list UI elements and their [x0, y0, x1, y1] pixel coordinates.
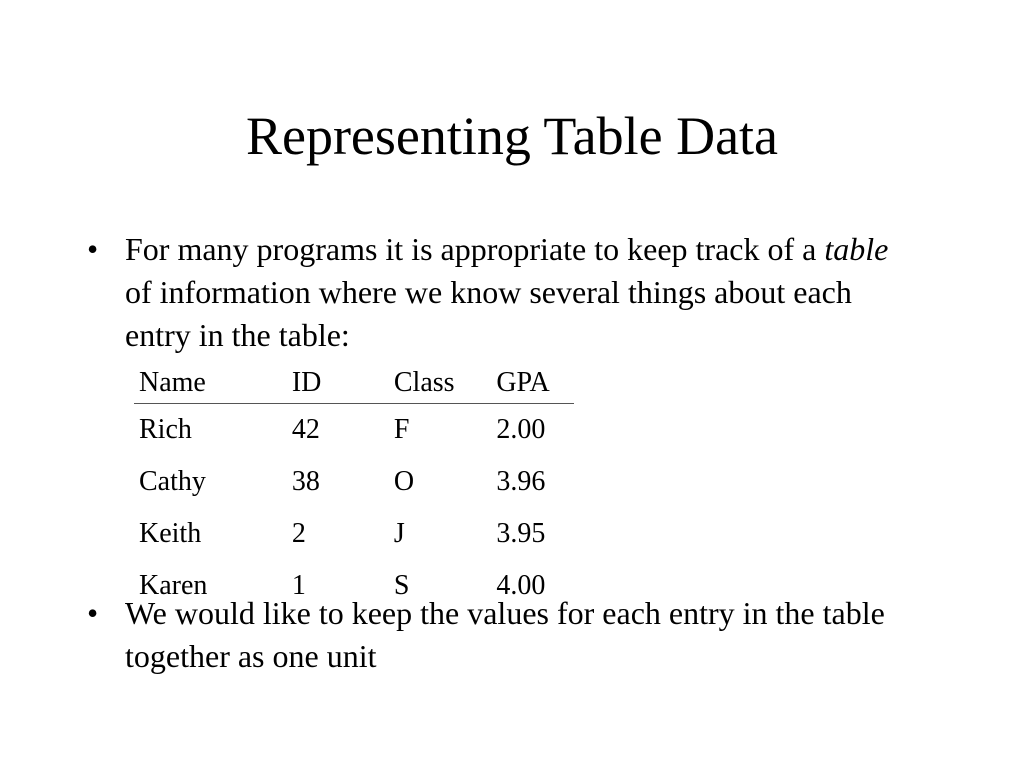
column-header-gpa: GPA	[491, 364, 574, 404]
table-cell-name: Karen	[139, 570, 208, 601]
table-cell-class: J	[393, 518, 405, 549]
column-header-class: Class	[389, 364, 491, 404]
table-cell-id: 42	[291, 414, 320, 445]
table-cell-name: Keith	[139, 518, 202, 549]
slide-title: Representing Table Data	[245, 106, 779, 166]
table-cell-gpa: 4.00	[496, 570, 546, 601]
table-cell-name: Rich	[139, 414, 192, 445]
table-cell-id: 38	[291, 466, 320, 497]
table-cell-class: O	[393, 466, 415, 497]
bullet-icon: •	[87, 595, 99, 631]
table-cell-gpa: 2.00	[496, 414, 546, 445]
bullet-text-before: For many programs it is appropriate to keep track of a	[125, 231, 825, 267]
column-header-name: Name	[134, 364, 287, 404]
table-cell-id: 1	[291, 570, 306, 601]
table-cell-id: 2	[291, 518, 306, 549]
bullet-text: We would like to keep the values for each entry in the table together as one unit	[125, 595, 885, 674]
table-cell-name: Cathy	[139, 466, 206, 497]
bullet-icon: •	[87, 231, 99, 267]
bullet-text	[125, 228, 915, 357]
bullet-item-table-intro	[87, 228, 915, 357]
table-cell-class: F	[393, 414, 410, 445]
table-cell-gpa: 3.95	[496, 518, 546, 549]
bullet-text-after: of information where we know several things about each entry in the table:	[125, 274, 852, 353]
student-table-container	[134, 364, 574, 612]
student-table	[134, 364, 574, 612]
column-header-id: ID	[287, 364, 389, 404]
table-header-row	[134, 364, 574, 404]
table-row	[134, 508, 574, 560]
table-cell-gpa: 3.96	[496, 466, 546, 497]
bullet-emphasis: table	[824, 231, 889, 267]
table-cell-class: S	[393, 570, 410, 601]
table-row	[134, 456, 574, 508]
bullet-item-grouping	[87, 592, 935, 678]
table-row	[134, 404, 574, 457]
